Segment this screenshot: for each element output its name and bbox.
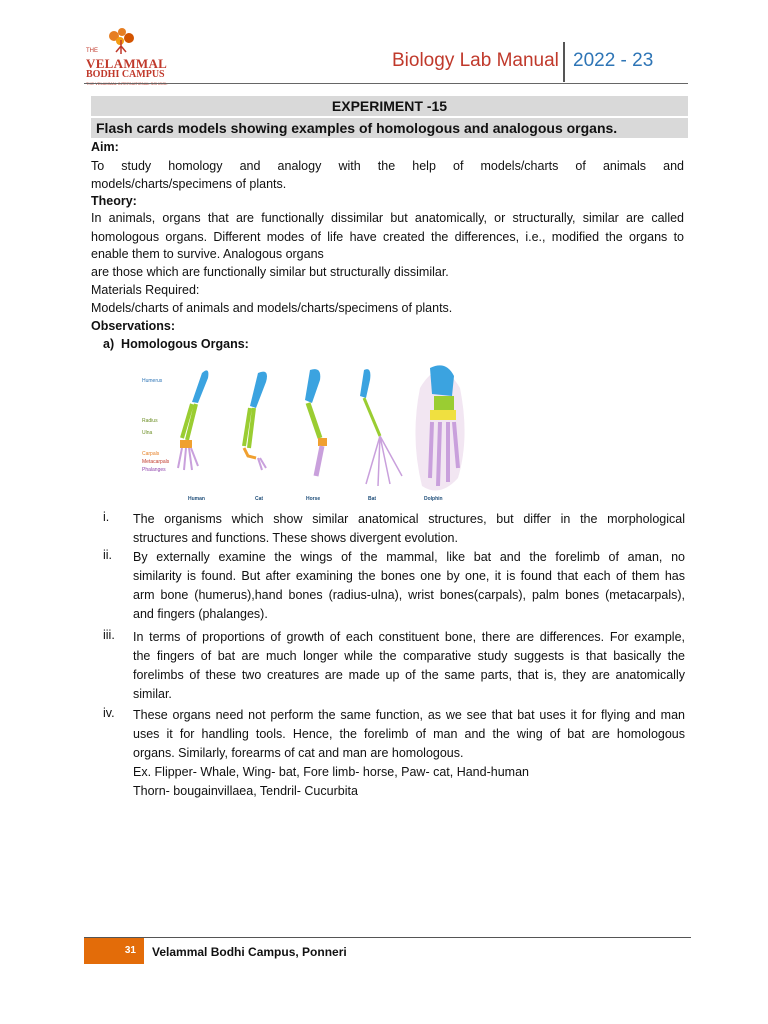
theory-label: Theory: xyxy=(91,194,137,208)
logo-the: THE xyxy=(86,48,98,54)
materials-text: Models/charts of animals and models/charts/specimens of plants. xyxy=(91,301,453,315)
theory-line-1: In animals, organs that are functionally dissimilar but anatomically, or structurally, similar are called xyxy=(91,211,684,225)
experiment-title: Flash cards models showing examples of homologous and analogous organs. xyxy=(96,120,618,136)
point-line: uses it for handling tools. Hence, the forelimb of man and the wing of bat are homologous xyxy=(133,727,685,741)
label-metacarpals: Metacarpals xyxy=(142,459,170,465)
point-line: and fingers (phalanges). xyxy=(133,607,268,621)
manual-title: Biology Lab Manual xyxy=(392,50,559,71)
label-radius: Radius xyxy=(142,418,158,424)
animal-cat: Cat xyxy=(255,496,264,502)
label-phalanges: Phalanges xyxy=(142,467,166,473)
point-line: Ex. Flipper- Whale, Wing- bat, Fore limb- horse, Paw- cat, Hand-human xyxy=(133,765,529,779)
point-line: In terms of proportions of growth of each constituent bone, there are differences. For example, xyxy=(133,630,685,644)
experiment-heading: EXPERIMENT -15 xyxy=(331,98,448,114)
point-number: iii. xyxy=(103,628,115,642)
logo-bodhi-campus: BODHI CAMPUS xyxy=(86,69,165,80)
homologous-forelimbs-diagram xyxy=(140,358,480,506)
theory-line-2: homologous organs. Different modes of life have created the differences, i.e., modified the organs to xyxy=(91,230,684,244)
aim-line-1: To study homology and analogy with the help of models/charts of animals and xyxy=(91,159,684,173)
school-logo xyxy=(84,26,166,86)
point-line: similarity is found. But after examining the bones one by one, it is found that each of them has xyxy=(133,569,685,583)
label-ulna: Ulna xyxy=(142,430,153,436)
point-line: similar. xyxy=(133,687,172,701)
animal-dolphin: Dolphin xyxy=(424,496,443,502)
point-line: structures and functions. These shows divergent evolution. xyxy=(133,531,458,545)
aim-label: Aim: xyxy=(91,140,119,154)
point-number: iv. xyxy=(103,706,115,720)
label-carpals: Carpals xyxy=(142,451,160,457)
point-line: By externally examine the wings of the mammal, like bat and the forelimb of aman, no xyxy=(133,550,685,564)
animal-human: Human xyxy=(188,496,205,502)
point-line: Thorn- bougainvillaea, Tendril- Cucurbita xyxy=(133,784,358,798)
observations-label: Observations: xyxy=(91,319,176,333)
label-humerus: Humerus xyxy=(142,378,163,384)
point-line: These organs need not perform the same function, as we see that bat uses it for flying and man xyxy=(133,708,685,722)
footer-rule xyxy=(84,937,691,938)
materials-label: Materials Required: xyxy=(91,283,200,297)
footer-campus: Velammal Bodhi Campus, Ponneri xyxy=(152,945,347,959)
point-line: organs. Similarly, forearms of cat and man are homologous. xyxy=(133,746,464,760)
animal-horse: Horse xyxy=(306,496,321,502)
page-number: 31 xyxy=(124,945,136,956)
theory-line-4: are those which are functionally similar but structurally dissimilar. xyxy=(91,265,449,279)
academic-year: 2022 - 23 xyxy=(573,50,654,71)
theory-line-3: enable them to survive. Analogous organs xyxy=(91,247,324,261)
point-line: The organisms which show similar anatomical structures, but differ in the morphological xyxy=(133,512,685,526)
point-line: arm bone (humerus),hand bones (radius-ulna), wrist bones(carpals), palm bones (metacarpals), xyxy=(133,588,685,602)
logo-velammal: VELAMMAL xyxy=(86,56,168,71)
animal-bat: Bat xyxy=(368,496,377,502)
point-line: the fingers of bat are much longer while the comparative study suggests is that basically the xyxy=(133,649,685,663)
point-number: ii. xyxy=(103,548,113,562)
aim-line-2: models/charts/specimens of plants. xyxy=(91,177,287,191)
forelimb-bones-figure xyxy=(140,358,480,506)
point-number: i. xyxy=(103,510,110,524)
homologous-organs-heading: a) Homologous Organs: xyxy=(103,337,249,351)
point-line: forelimbs of these two creatures are made up of the same parts, that is, they are anatomically xyxy=(133,668,685,682)
header-rule xyxy=(84,83,688,84)
header-divider xyxy=(563,42,565,82)
